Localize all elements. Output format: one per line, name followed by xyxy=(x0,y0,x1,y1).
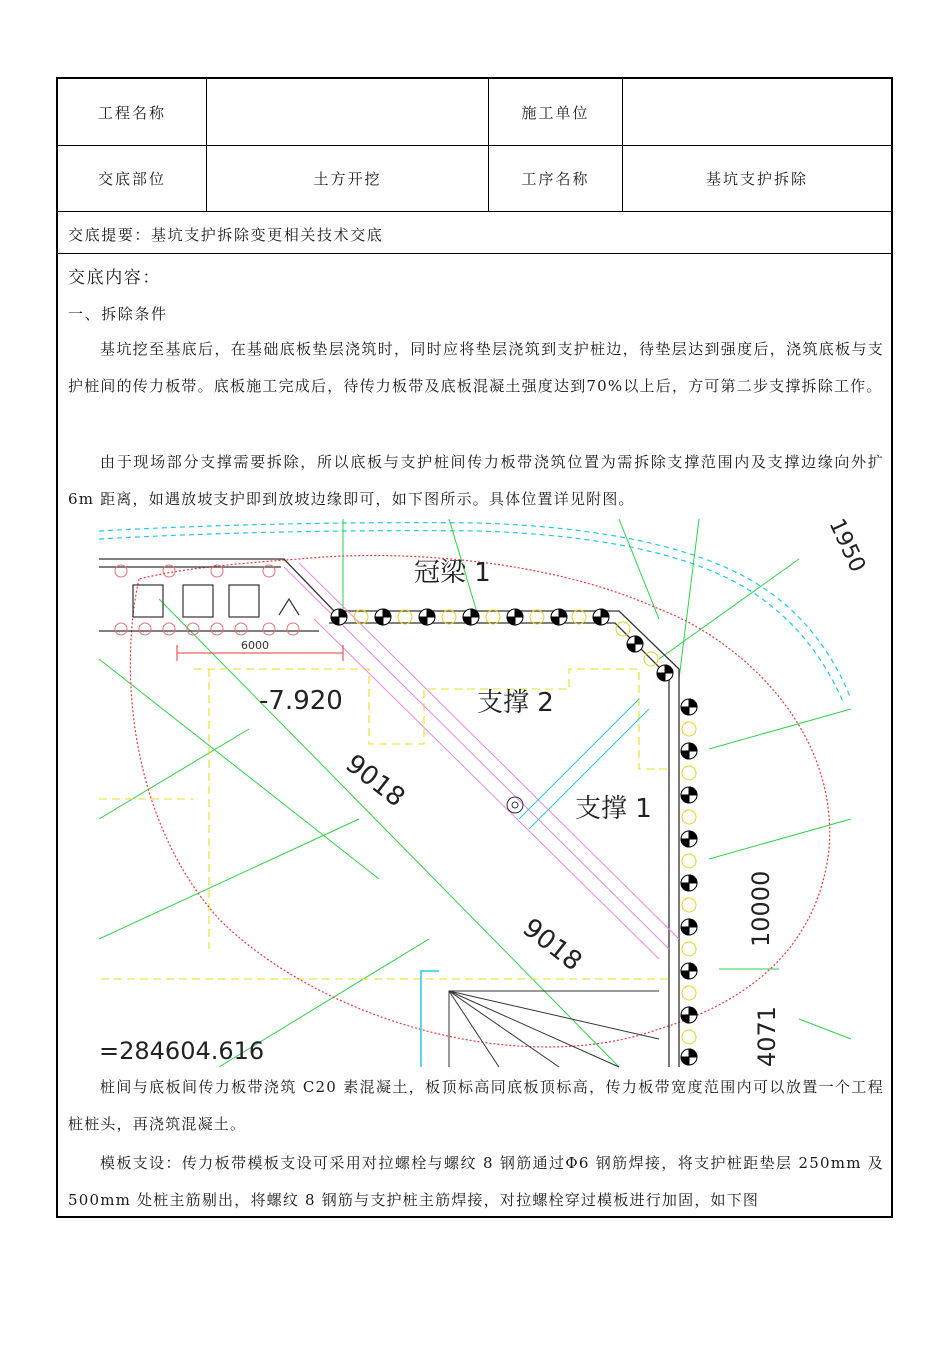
cad-drawing xyxy=(99,514,870,1067)
row-divider xyxy=(58,211,891,212)
paragraph-formwork: 模板支设：传力板带模板支设可采用对拉螺栓与螺纹 8 钢筋通过Φ6 钢筋焊接，将支护桩距垫层 250mm 及 500mm 处桩主筋剔出，将螺纹 8 钢筋与支护桩主筋焊接，对拉螺栓穿过模板进行加固，如下图 xyxy=(68,1154,884,1209)
cyan-edge xyxy=(421,971,439,1067)
paragraph-concrete: 桩间与底板间传力板带浇筑 C20 素混凝土，板顶标高同底板顶标高，传力板带宽度范围内可以放置一个工程桩桩头，再浇筑混凝土。 xyxy=(68,1078,884,1133)
dimension-4071: 4071 xyxy=(753,1005,781,1067)
project-name-label: 工程名称 xyxy=(97,103,166,122)
strut-2-label: 支撑 2 xyxy=(477,688,554,718)
process-name-label: 工序名称 xyxy=(521,170,590,188)
column-marker xyxy=(507,797,523,813)
section-title: 一、拆除条件 xyxy=(68,305,168,323)
elevation-label: -7.920 xyxy=(259,686,343,716)
grid-lines xyxy=(99,519,851,1067)
project-name-value xyxy=(207,79,488,145)
crown-beam-label: 冠梁 1 xyxy=(414,558,491,588)
disclosure-form xyxy=(56,77,893,1218)
ramp-hatch xyxy=(449,991,659,1067)
process-name-value: 基坑支护拆除 xyxy=(705,170,808,188)
support-piles xyxy=(331,609,697,1065)
construction-unit-value xyxy=(623,79,891,145)
summary-line: 交底提要：基坑支护拆除变更相关技术交底 xyxy=(68,226,384,244)
strut-1-label: 支撑 1 xyxy=(575,794,652,824)
dimension-6000-label: 6000 xyxy=(241,639,269,652)
foundation-outline xyxy=(99,669,669,979)
pit-boxes xyxy=(133,585,299,617)
cad-drawing-svg xyxy=(99,514,870,1067)
dimension-10000: 10000 xyxy=(747,870,775,947)
pile-markers xyxy=(115,565,299,635)
dimension-9018-lower: 9018 xyxy=(516,912,588,978)
paragraph-location: 由于现场部分支撑需要拆除，所以底板与支护桩间传力板带浇筑位置为需拆除支撑范围内及支撑边缘向外扩 6m 距离，如遇放坡支护即到放坡边缘即可，如下图所示。具体位置详见附图。 xyxy=(68,453,884,508)
row-divider xyxy=(58,253,891,254)
construction-unit-label: 施工单位 xyxy=(521,103,590,122)
disclosure-part-value: 土方开挖 xyxy=(313,170,382,188)
disclosure-part-label: 交底部位 xyxy=(97,170,166,188)
content-heading: 交底内容： xyxy=(68,268,161,288)
dimension-1950: 1950 xyxy=(823,514,870,577)
coordinate-label: =284604.616 xyxy=(99,1037,265,1065)
paragraph-conditions: 基坑挖至基底后，在基础底板垫层浇筑时，同时应将垫层浇筑到支护桩边，待垫层达到强度后，浇筑底板与支护桩间的传力板带。底板施工完成后，待传力板带及底板混凝土强度达到70%以上后，方可第二步支撑拆除工作。 xyxy=(68,340,884,395)
dimension-9018-upper: 9018 xyxy=(339,748,411,814)
